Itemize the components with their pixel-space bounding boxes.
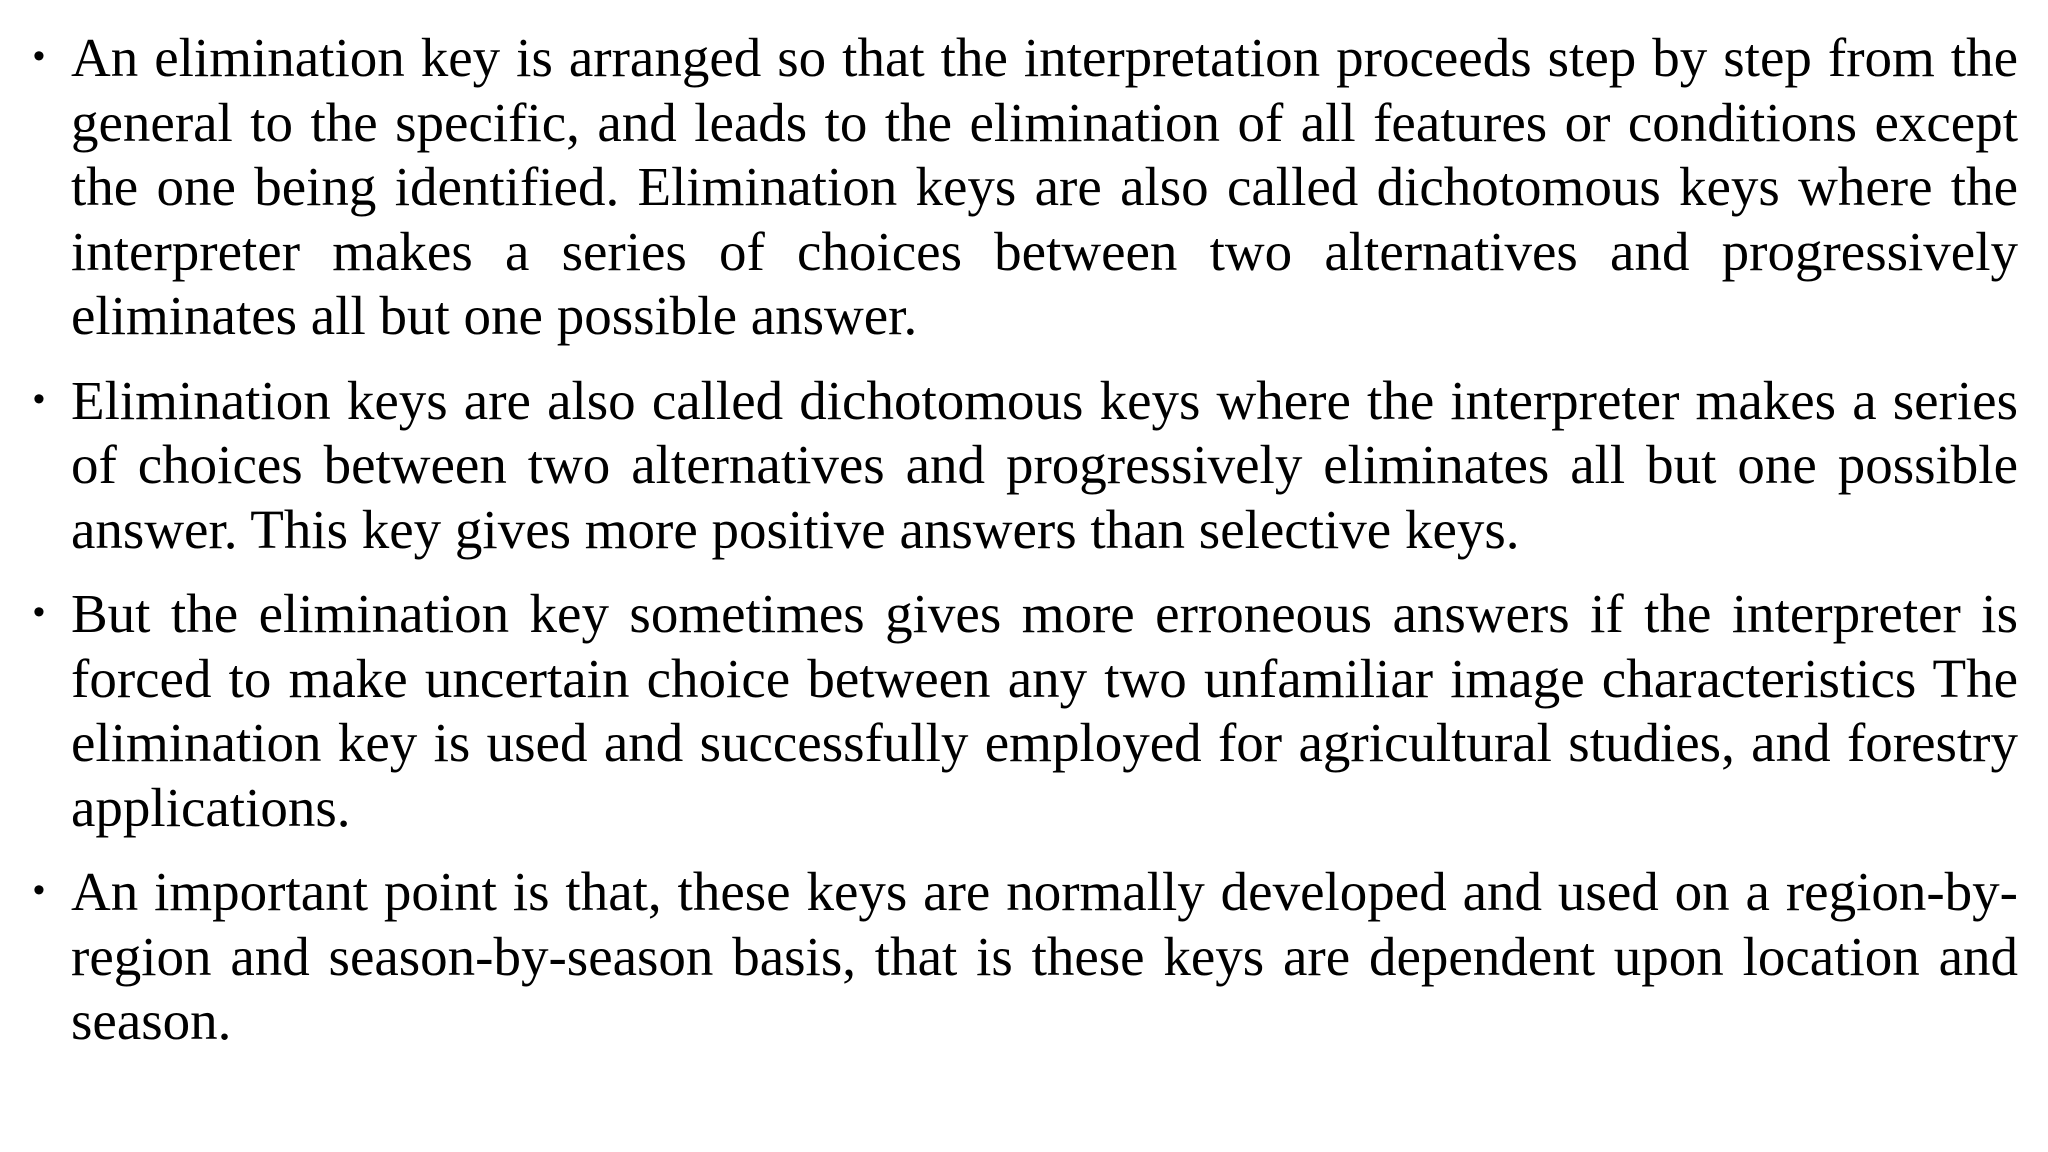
bullet-item [33, 860, 2018, 1054]
bullet-text: Elimination keys are also called dichotomous keys where the interpreter makes a series of choices between two alternatives and progressively eliminates all but one possible answer. This key gives more positive answers than selective keys. [71, 369, 2018, 560]
bullet-icon: • [33, 871, 45, 909]
bullet-icon: • [33, 379, 45, 418]
bullet-icon: • [33, 593, 45, 631]
bullet-icon: • [33, 37, 45, 75]
bullet-text: But the elimination key sometimes gives more erroneous answers if the interpreter is forced to make uncertain choice between any two unfamiliar image characteristics The elimination key is used and successfully employed for agricultural studies, and forestry applications. [71, 583, 2018, 838]
bullet-text: An elimination key is arranged so that the interpretation proceeds step by step from the general to the specific, and leads to the elimination of all features or conditions except the one being identified. Elimination keys are also called dichotomous keys where the interpreter makes a series of choices between two alternatives and progressively eliminates all but one possible answer. [71, 27, 2018, 346]
bullet-item [33, 26, 2018, 349]
bullet-item [33, 369, 2018, 563]
bullet-text: An important point is that, these keys are normally developed and used on a region-by-region and season-by-season basis, that is these keys are dependent upon location and season. [71, 861, 2018, 1051]
bullet-item [33, 582, 2018, 840]
bullet-list [33, 26, 2018, 1074]
